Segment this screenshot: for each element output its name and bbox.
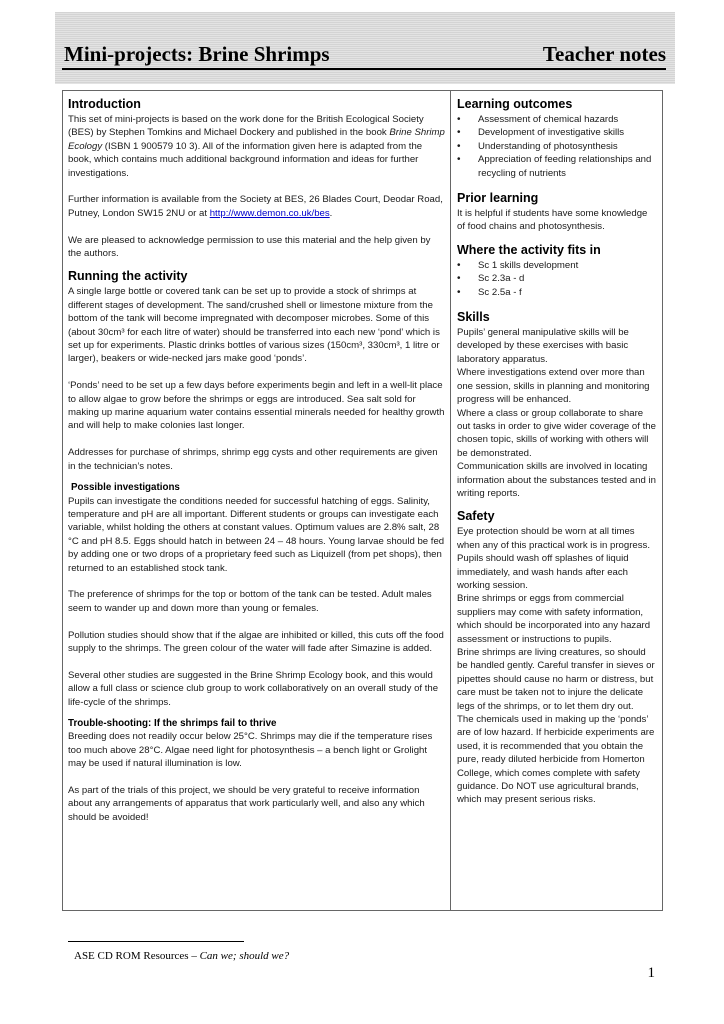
learning-outcomes-section: [457, 96, 658, 180]
left-column: [68, 96, 445, 824]
footer-source: [74, 950, 289, 962]
learning-outcomes-heading: Learning outcomes: [457, 97, 573, 111]
safety-section: [457, 508, 658, 807]
further-info-end: .: [329, 207, 333, 219]
skills-paragraph-4: Communication skills are involved in locating information about the substances tested and in writing reports.: [457, 461, 656, 499]
book-title: Brine Shrimp Ecology: [68, 127, 445, 152]
investigations-paragraph-3: Pollution studies should show that if the algae are inhibited or killed, this cuts off the food supply to the shrimps. The green colour of the water will fade after Simazine is added.: [68, 629, 444, 654]
troubleshooting-paragraph-2: As part of the trials of this project, we should be very grateful to receive information about any arrangements of apparatus that work particularly well, and also any which should be avoided!: [68, 784, 425, 823]
further-info-text: Further information is available from the Society at BES, 26 Blades Court, Deodar Road, Putney, London SW15 2NU or at: [68, 194, 443, 219]
introduction-text: This set of mini-projects is based on the work done for the British Ecological Society (BES) by Stephen Tomkins and Michael Dockery and published in the book: [68, 114, 424, 139]
footer-subtitle: Can we; should we?: [199, 950, 290, 962]
skills-paragraph-2: Where investigations extend over more than one session, skills in planning and monitoring progress will be enhanced.: [457, 367, 650, 406]
acknowledgement-paragraph: We are pleased to acknowledge permission to use this material and the help given by the authors.: [68, 234, 431, 260]
activity-fits-section: [457, 242, 658, 299]
column-divider: [450, 90, 451, 911]
skills-paragraph-3: Where a class or group collaborate to share out tasks in order to give wider coverage of the chosen topic, skills of working with others will be demonstrated.: [457, 407, 656, 459]
prior-learning-text: It is helpful if students have some knowledge of food chains and photosynthesis.: [457, 208, 648, 233]
troubleshooting-paragraph-1: Breeding does not readily occur below 25°C. Shrimps may die if the temperature rises too much above 28°C. Algae need light for photosynthesis – a bench light or Grolight may be used if natural illumination is low.: [68, 731, 433, 770]
skills-paragraph-1: Pupils’ general manipulative skills will be developed by these exercises with basic laboratory apparatus.: [457, 327, 629, 365]
investigations-paragraph-4: Several other studies are suggested in the Brine Shrimp Ecology book, and this would allow a full class or science club group to work collaboratively on an overall study of the life-cycle of the shrimps.: [68, 669, 439, 708]
safety-heading: Safety: [457, 509, 495, 524]
further-info-paragraph: [68, 193, 445, 220]
running-paragraph-1: A single large bottle or covered tank can be set up to provide a stock of shrimps at different stages of development. The sand/crushed shell or limestone mixture from the bottom of the tank will become impregnated with decomposer microbes. Some of this (about 30cm³ for each litre of water) should be transferred into each new ‘pond’ which is set up for experiments. Plastic drinks bottles of various sizes (150cm³, 330cm³, 1 litre or larger), beakers or wide-necked jars make good ‘ponds’.: [68, 286, 440, 365]
introduction-section: [68, 96, 445, 260]
activity-fits-heading: Where the activity fits in: [457, 242, 601, 257]
activity-fits-list: [457, 259, 658, 299]
right-column: [457, 96, 658, 807]
skills-section: [457, 309, 658, 500]
safety-paragraph-3: Brine shrimps or eggs from commercial suppliers may come with safety information, which should be incorporated into any hazard assessment or instructions to pupils.: [457, 593, 651, 645]
safety-paragraph-2: Pupils should wash off splashes of liquid immediately, and wash hands after each working session.: [457, 553, 629, 591]
list-item: • Sc 1 skills development: [457, 259, 658, 272]
running-paragraph-3: Addresses for purchase of shrimps, shrimp egg cysts and other requirements are given in the technician’s notes.: [68, 447, 438, 472]
footer-source-name: ASE CD ROM Resources: [74, 950, 189, 962]
possible-investigations-section: [68, 481, 445, 709]
document-type-label: Teacher notes: [542, 42, 666, 66]
footer-rule: [68, 941, 244, 942]
header-rule: [62, 68, 666, 70]
page-number: 1: [647, 965, 655, 981]
prior-learning-section: [457, 190, 658, 234]
possible-investigations-heading: Possible investigations: [71, 482, 180, 494]
list-item: • Sc 2.5a - f: [457, 286, 658, 299]
running-paragraph-2: ‘Ponds’ need to be set up a few days before experiments begin and left in a well-lit place to allow algae to grow before the shrimps or eggs are introduced. Sea salt sold for making up marine aquarium water contains essential minerals needed for healthy growth and will help to make colonies last longer.: [68, 380, 445, 432]
investigations-paragraph-2: The preference of shrimps for the top or bottom of the tank can be tested. Adult males seem to wander up and down more than young or females.: [68, 589, 432, 614]
list-item: • Understanding of photosynthesis: [457, 140, 658, 153]
skills-heading: Skills: [457, 310, 490, 325]
troubleshooting-section: [68, 717, 445, 824]
running-section: [68, 268, 445, 473]
safety-paragraph-4: Brine shrimps are living creatures, so should be handled gently. Careful transfer in sieves or pipettes should cause no harm or distress, but care must be taken not to injure the delicate legs of the shrimps, or to let them dry out.: [457, 647, 655, 712]
running-heading: Running the activity: [68, 269, 188, 284]
footer-dash: –: [188, 950, 200, 962]
list-item: • Sc 2.3a - d: [457, 272, 658, 285]
list-item: • Assessment of chemical hazards: [457, 113, 658, 126]
learning-outcomes-list: [457, 113, 658, 180]
troubleshooting-heading: Trouble-shooting: If the shrimps fail to thrive: [68, 717, 277, 729]
list-item: • Appreciation of feeding relationships and recycling of nutrients: [457, 153, 658, 180]
list-item: • Development of investigative skills: [457, 126, 658, 139]
introduction-paragraph: [68, 113, 445, 180]
safety-paragraph-5: The chemicals used in making up the ‘ponds’ are of low hazard. If herbicide experiments are used, it is recommended that you obtain the pure, ready diluted herbicide from Homerton College, which comes complete with safety guidance. Do NOT use agricultural brands, which may present serious risks.: [457, 714, 655, 806]
safety-paragraph-1: Eye protection should be worn at all times when any of this practical work is in progress.: [457, 526, 651, 551]
investigations-paragraph-1: Pupils can investigate the conditions needed for successful hatching of eggs. Salinity, temperature and pH are all important. Different students or groups can investigate each variable, whilst holding the others at constant values. Optimum values are 2.8% salt, 28 °C and pH 8.5. Eggs should hatch in between 24 – 48 hours. Young larvae should be fed by adding one or two drops of a proprietary feed such as Liquizell (from pet shops), then returned to an established stock tank.: [68, 495, 445, 574]
bes-link[interactable]: http://www.demon.co.uk/bes: [209, 207, 330, 219]
introduction-heading: Introduction: [68, 97, 141, 111]
prior-learning-heading: Prior learning: [457, 191, 539, 206]
introduction-text-cont: (ISBN 1 900579 10 3). All of the information given here is adapted from the book, which contains much additional background information and ideas for further investigations.: [68, 140, 423, 179]
page-title: Mini-projects: Brine Shrimps: [64, 42, 330, 66]
